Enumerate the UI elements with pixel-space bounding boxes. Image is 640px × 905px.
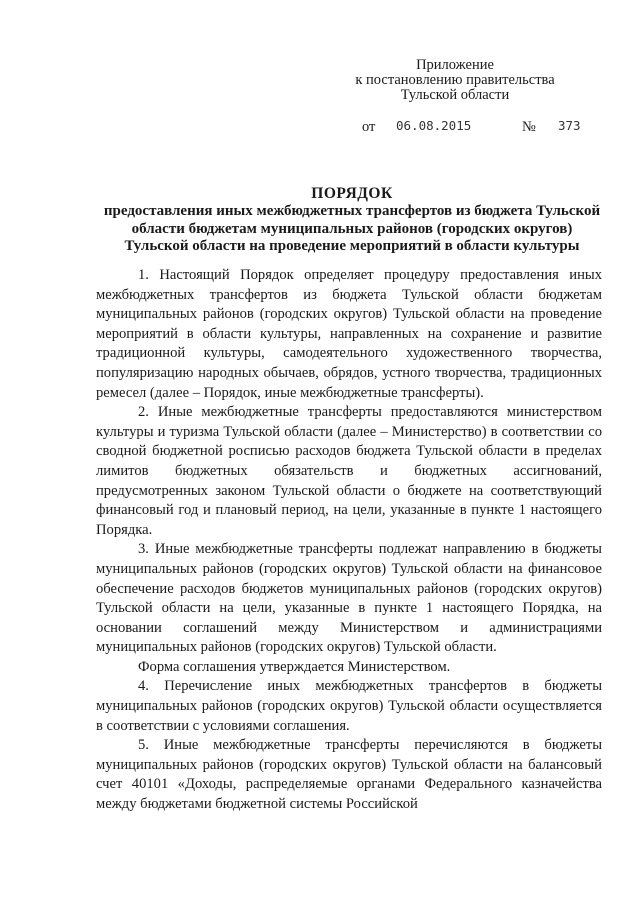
decree-meta [362,119,592,137]
document-title: ПОРЯДОК [311,185,393,202]
decree-date: 06.08.2015 [396,118,472,133]
annex-note [330,58,580,103]
annex-line-1: Приложение [416,57,494,73]
document-subtitle-line-1: предоставления иных межбюджетных трансфертов из бюджета Тульской [103,203,601,219]
paragraph-2: 2. Иные межбюджетные трансферты предоставляются министерством культуры и туризма Тульской области (далее – Министерство) в соответствии со сводной бюджетной росписью расходов бюджета Тульской области в пределах лимитов бюджетных обязательств и бюджетных ассигнований, предусмотренных законом Тульской области о бюджете на соответствующий финансовый год и плановый период, на цели, указанные в пункте 1 настоящего Порядка. [96,404,602,538]
paragraph-3-note: Форма соглашения утверждается Министерством. [138,658,451,675]
document-subtitle-line-3: Тульской области на проведение мероприятий в области культуры [124,238,580,254]
paragraph-1: 1. Настоящий Порядок определяет процедуру предоставления иных межбюджетных трансфертов из бюджета Тульской области бюджетам муниципальных районов (городских округов) Тульской области на проведение мероприятий в области культуры, направленных на сохранение и развитие традиционной культуры, самодеятельного художественного творчества, популяризацию народных обычаев, обрядов, устного творчества, традиционных ремесел (далее – Порядок, иные межбюджетные трансферты). [96,267,602,401]
document-subtitle-line-2: области бюджетам муниципальных районов (городских округов) [131,220,573,237]
paragraph-5: 5. Иные межбюджетные трансферты перечисляются в бюджеты муниципальных районов (городских округов) Тульской области на балансовый счет 40101 «Доходы, распределяемые органами Федерального казначейства между бюджетами бюджетной системы Российской [96,737,602,813]
paragraph-4: 4. Перечисление иных межбюджетных трансфертов в бюджеты муниципальных районов (городских округов) Тульской области осуществляется в соответствии с условиями соглашения. [96,678,602,734]
title-block [95,185,609,256]
decree-number: 373 [558,118,581,133]
paragraph-3: 3. Иные межбюджетные трансферты подлежат направлению в бюджеты муниципальных районов (городских округов) Тульской области на финансовое обеспечение расходов бюджетов муниципальных районов (городских округов) Тульской области на цели, указанные в пункте 1 настоящего Порядка, на основании соглашений между Министерством и администрациями муниципальных районов (городских округов) Тульской области. [96,541,602,656]
decree-number-label: № [522,119,536,135]
decree-from-label: от [362,119,376,135]
annex-line-2: к постановлению правительства [355,72,555,88]
document-body [96,266,602,815]
annex-line-3: Тульской области [400,87,510,103]
